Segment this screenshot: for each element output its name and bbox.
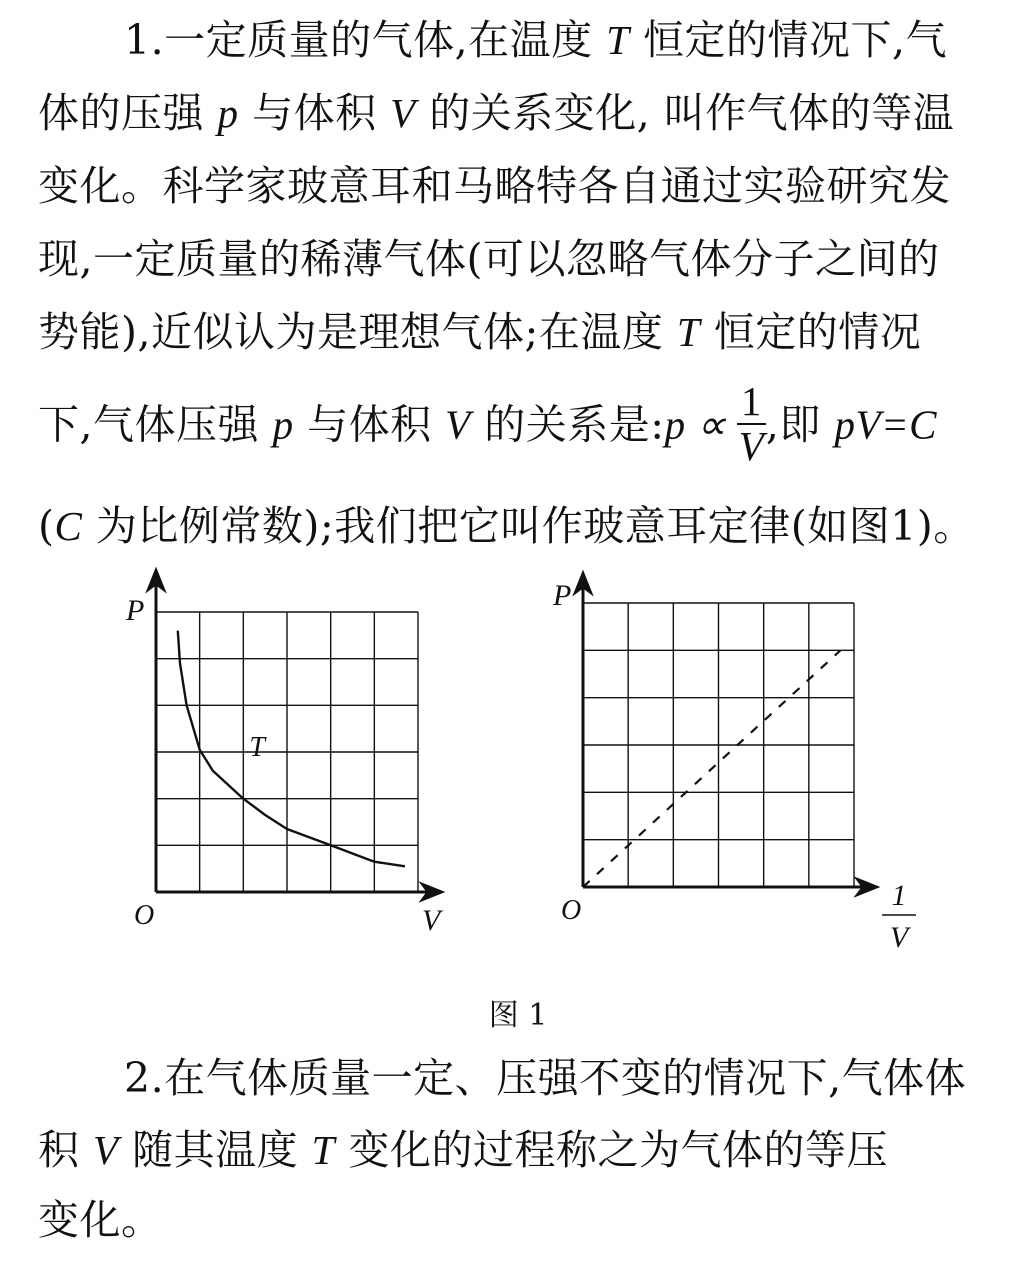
x-axis-label: V bbox=[422, 904, 441, 937]
paragraph1-line6: 下,气体压强 p 与体积 V 的关系是:p ∝ $\frac{1}{V}$ ,即 pV=C bbox=[38, 378, 937, 470]
figure-caption: 图 1 bbox=[488, 998, 548, 1033]
fraction-one-over-V: $\frac{1}{V}$ bbox=[738, 378, 765, 470]
chart-p-vs-V bbox=[125, 572, 444, 937]
paragraph1-line3: 变化。科学家玻意耳和马略特各自通过实验研究发 bbox=[38, 162, 951, 210]
symbol-T: T bbox=[676, 309, 701, 355]
paragraph1-line2: 体的压强 p 与体积 V 的关系变化, 叫作气体的等温 bbox=[38, 89, 955, 137]
formula-pV-equals-C: pV=C bbox=[834, 401, 937, 448]
symbol-p: p bbox=[217, 90, 239, 136]
paragraph1-line1: 1.一定质量的气体,在温度 T 恒定的情况下,气 bbox=[124, 16, 948, 64]
series-proportional bbox=[583, 650, 841, 887]
paragraph2-line1: 2.在气体质量一定、压强不变的情况下,气体体 bbox=[124, 1054, 967, 1102]
curve-label-T: T bbox=[249, 732, 265, 763]
origin-label: O bbox=[134, 900, 155, 931]
paragraph1-line5: 势能),近似认为是理想气体;在温度 T 恒定的情况 bbox=[38, 308, 922, 356]
chart-p-vs-inverse-V bbox=[552, 575, 916, 954]
paragraph2-line3: 变化。 bbox=[38, 1196, 163, 1244]
paragraph1-line4: 现,一定质量的稀薄气体(可以忽略气体分子之间的 bbox=[38, 235, 940, 283]
y-axis-label: P bbox=[553, 579, 572, 612]
paragraph1-line7: (C 为比例常数);我们把它叫作玻意耳定律(如图1)。 bbox=[38, 502, 975, 550]
figure-1 bbox=[0, 560, 1036, 980]
x-axis-label-numerator: 1 bbox=[891, 879, 907, 912]
y-axis-label: P bbox=[126, 594, 145, 627]
origin-label: O bbox=[561, 895, 582, 926]
paragraph2-line2: 积 V 随其温度 T 变化的过程称之为气体的等压 bbox=[38, 1126, 889, 1174]
proportional-expression: p ∝ bbox=[664, 401, 737, 448]
symbol-T: T bbox=[606, 17, 630, 63]
x-axis-label-denominator: V bbox=[889, 921, 909, 954]
symbol-V: V bbox=[390, 90, 416, 136]
series-T bbox=[178, 631, 405, 867]
